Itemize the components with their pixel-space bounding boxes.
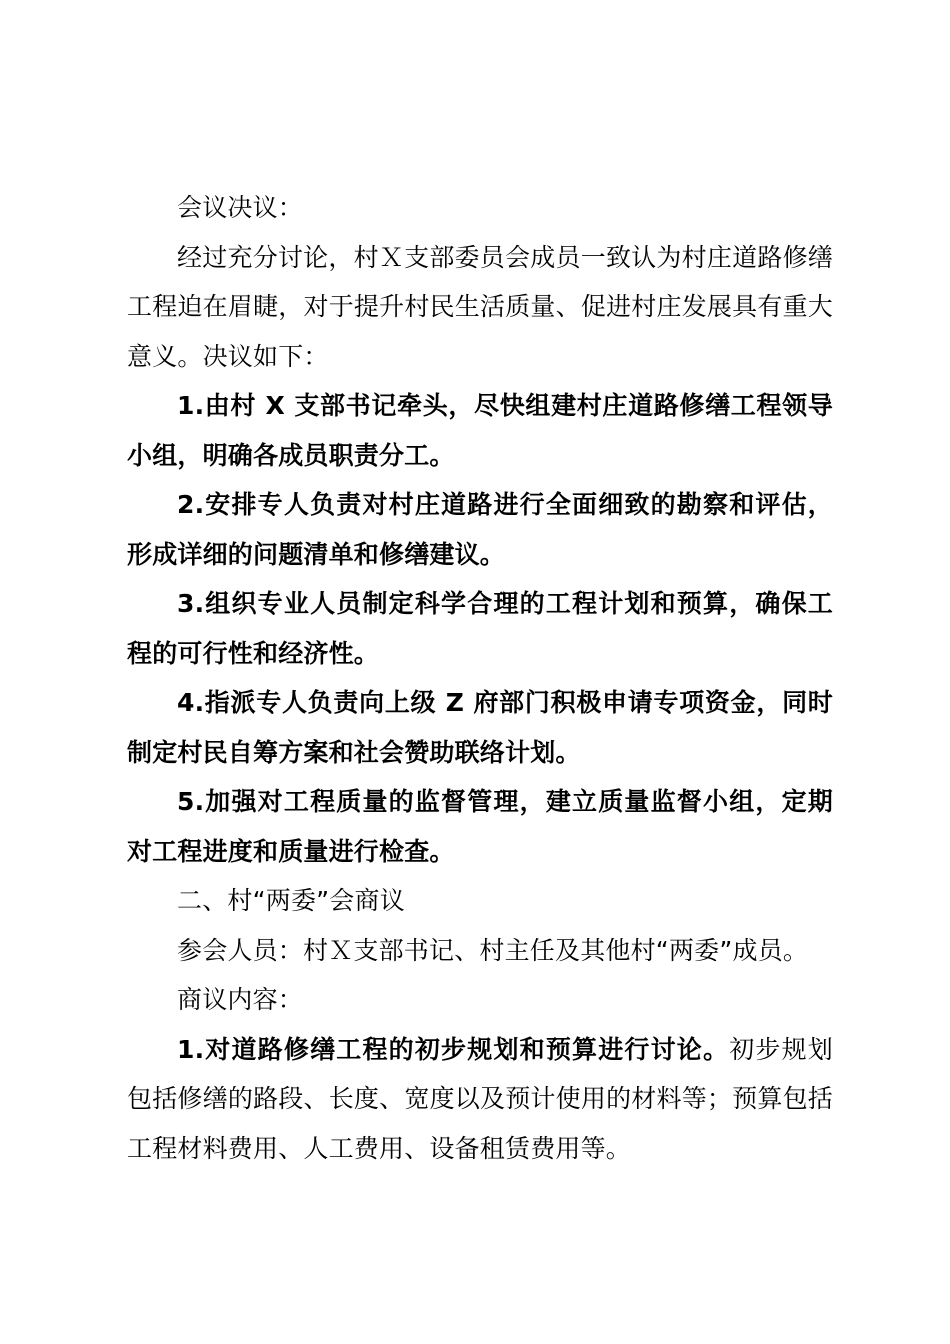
resolution-item-2: 2.安排专人负责对村庄道路进行全面细致的勘察和评估，形成详细的问题清单和修缮建议。 xyxy=(127,490,833,569)
resolution-heading: 会议决议： xyxy=(177,193,304,222)
resolution-item-1: 1.由村 X 支部书记牵头，尽快组建村庄道路修缮工程领导小组，明确各成员职责分工。 xyxy=(127,391,833,470)
section-2-heading: 二、村“两委”会商议 xyxy=(177,886,405,915)
discussion-heading: 商议内容： xyxy=(177,985,304,1014)
discussion-item-1 xyxy=(127,1025,833,1174)
resolution-item-5: 5.加强对工程质量的监督管理，建立质量监督小组，定期对工程进度和质量进行检查。 xyxy=(127,787,833,866)
resolution-intro: 经过充分讨论，村Ｘ支部委员会成员一致认为村庄道路修缮工程迫在眉睫，对于提升村民生活质量、促进村庄发展具有重大意义。决议如下： xyxy=(127,242,833,371)
discussion-item-1-lead: 1.对道路修缮工程的初步规划和预算进行讨论。 xyxy=(177,1034,730,1064)
resolution-item-3: 3.组织专业人员制定科学合理的工程计划和预算，确保工程的可行性和经济性。 xyxy=(127,589,833,668)
attendees-line: 参会人员：村Ｘ支部书记、村主任及其他村“两委”成员。 xyxy=(177,935,809,965)
discussion-item-1-body: 初步规划包括修缮的路段、长度、宽度以及预计使用的材料等；预算包括工程材料费用、人工费用、设备租赁费用等。 xyxy=(127,1034,833,1163)
document-page xyxy=(127,183,833,1173)
resolution-item-4: 4.指派专人负责向上级 Z 府部门积极申请专项资金，同时制定村民自筹方案和社会赞助联络计划。 xyxy=(127,688,833,767)
